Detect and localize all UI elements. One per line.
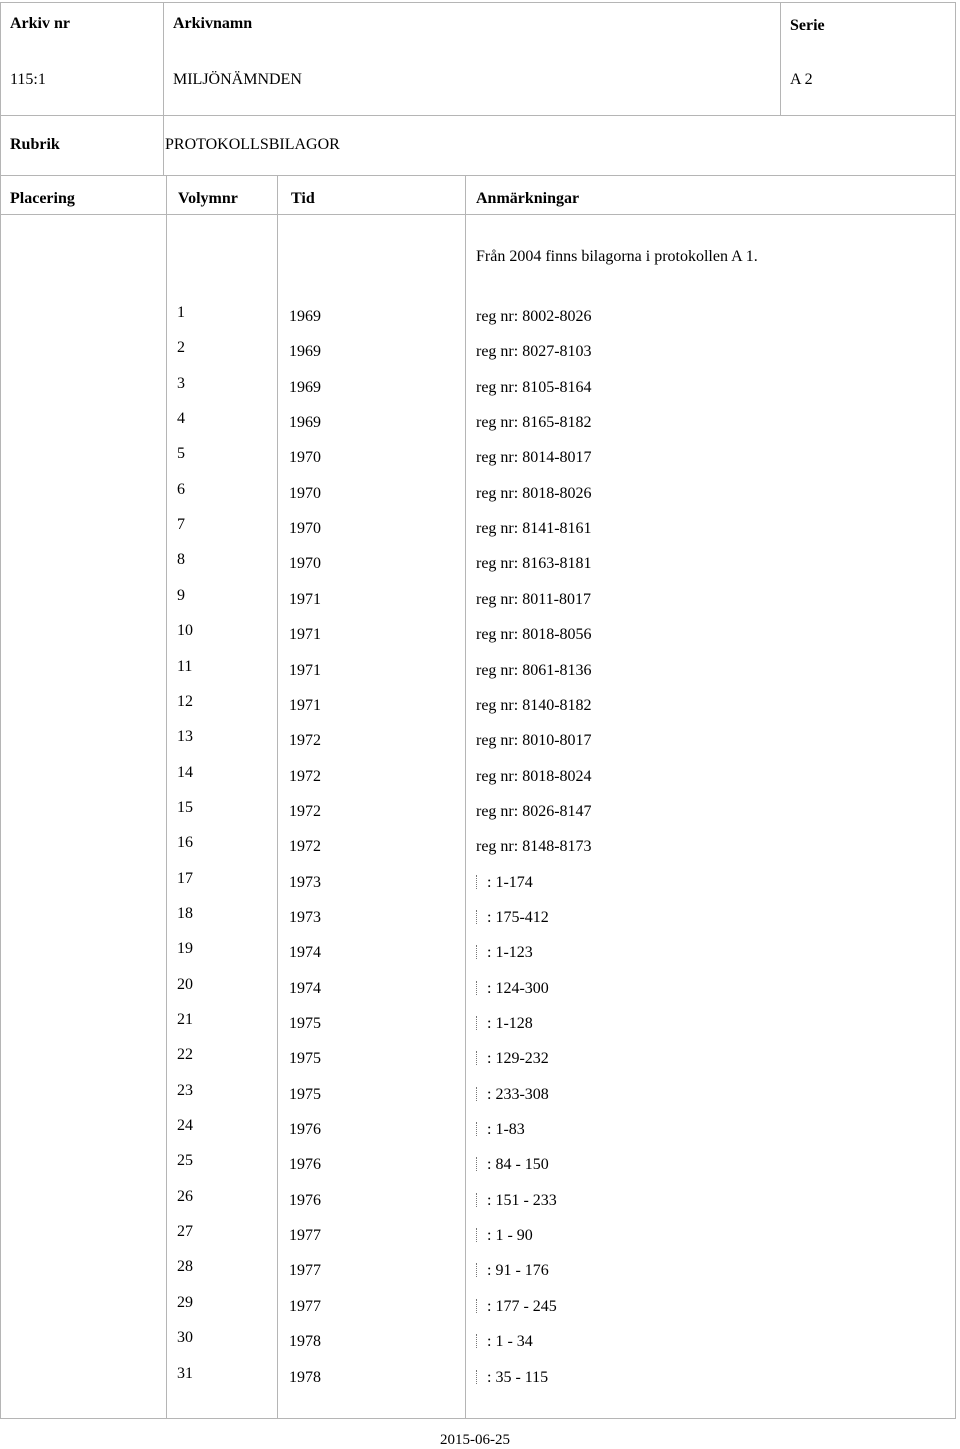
volymnr-cell: 3 — [177, 375, 185, 392]
anmarkning-text: reg nr: 8018-8024 — [476, 768, 592, 785]
anmarkning-text: : 175-412 — [487, 909, 549, 926]
dotted-marker-icon — [476, 910, 483, 924]
anmarkning-text: reg nr: 8018-8056 — [476, 626, 592, 643]
anmarkning-text: : 91 - 176 — [487, 1262, 549, 1279]
anmarkning-cell — [476, 414, 592, 432]
volymnr-cell: 8 — [177, 551, 185, 568]
anmarkning-cell — [476, 591, 591, 609]
anmarkning-text: reg nr: 8141-8161 — [476, 520, 592, 537]
arkivnamn-label: Arkivnamn — [173, 15, 253, 32]
dotted-marker-icon — [476, 1228, 483, 1242]
tid-cell: 1972 — [289, 838, 321, 855]
anmarkning-text: reg nr: 8105-8164 — [476, 379, 592, 396]
volymnr-cell: 6 — [177, 481, 185, 498]
tid-cell: 1971 — [289, 662, 321, 679]
anmarkning-cell — [476, 732, 592, 750]
dotted-marker-icon — [476, 875, 483, 889]
volymnr-cell: 16 — [177, 834, 193, 851]
anmarkning-cell — [476, 909, 549, 927]
volymnr-cell: 5 — [177, 445, 185, 462]
volymnr-cell: 21 — [177, 1011, 193, 1028]
anmarkning-text: : 124-300 — [487, 980, 549, 997]
volymnr-cell: 12 — [177, 693, 193, 710]
volymnr-cell: 25 — [177, 1152, 193, 1169]
anmarkning-text: reg nr: 8027-8103 — [476, 343, 592, 360]
tid-cell: 1970 — [289, 449, 321, 466]
volymnr-cell: 29 — [177, 1294, 193, 1311]
column-header-volymnr: Volymnr — [178, 190, 238, 207]
anmarkning-text: reg nr: 8061-8136 — [476, 662, 592, 679]
volymnr-cell: 11 — [177, 658, 193, 675]
tid-cell: 1978 — [289, 1369, 321, 1386]
anmarkning-cell — [476, 343, 592, 361]
footer-date: 2015-06-25 — [440, 1432, 510, 1448]
dotted-marker-icon — [476, 1087, 483, 1101]
anmarkning-cell — [476, 1298, 557, 1316]
anmarkning-text: : 1-128 — [487, 1015, 533, 1032]
tid-cell: 1971 — [289, 626, 321, 643]
tid-cell: 1969 — [289, 414, 321, 431]
serie-value: A 2 — [790, 71, 813, 88]
anmarkning-cell — [476, 874, 533, 892]
anmarkning-cell — [476, 520, 592, 538]
volymnr-cell: 24 — [177, 1117, 193, 1134]
anmarkning-text: : 84 - 150 — [487, 1156, 549, 1173]
anmarkning-text: reg nr: 8002-8026 — [476, 308, 592, 325]
left-border — [0, 2, 1, 1419]
anmarkning-text: : 129-232 — [487, 1050, 549, 1067]
anmarkning-cell — [476, 379, 592, 397]
tid-cell: 1978 — [289, 1333, 321, 1350]
anmarkning-cell — [476, 308, 592, 326]
anmarkning-cell — [476, 980, 549, 998]
volymnr-cell: 28 — [177, 1258, 193, 1275]
anmarkning-cell — [476, 1086, 549, 1104]
anmarkning-cell — [476, 1192, 557, 1210]
dotted-marker-icon — [476, 1334, 483, 1348]
tid-cell: 1972 — [289, 732, 321, 749]
anmarkning-text: reg nr: 8026-8147 — [476, 803, 592, 820]
tid-cell: 1975 — [289, 1086, 321, 1103]
tid-cell: 1971 — [289, 591, 321, 608]
anmarkning-text: : 233-308 — [487, 1086, 549, 1103]
tid-cell: 1977 — [289, 1298, 321, 1315]
anmarkning-cell — [476, 1156, 549, 1174]
tid-cell: 1973 — [289, 909, 321, 926]
rubrik-divider — [0, 175, 956, 176]
volymnr-cell: 18 — [177, 905, 193, 922]
anmarkning-cell — [476, 1369, 548, 1387]
anmarkning-cell — [476, 1015, 533, 1033]
anmarkning-text: reg nr: 8014-8017 — [476, 449, 592, 466]
arkiv-nr-label: Arkiv nr — [10, 15, 70, 32]
anmarkning-text: reg nr: 8165-8182 — [476, 414, 592, 431]
anmarkning-text: : 1 - 90 — [487, 1227, 533, 1244]
tid-cell: 1974 — [289, 980, 321, 997]
anmarkning-text: reg nr: 8140-8182 — [476, 697, 592, 714]
dotted-marker-icon — [476, 1157, 483, 1171]
anmarkning-cell — [476, 555, 592, 573]
anmarkning-text: reg nr: 8011-8017 — [476, 591, 591, 608]
volymnr-cell: 15 — [177, 799, 193, 816]
volymnr-cell: 22 — [177, 1046, 193, 1063]
divider-tid — [465, 175, 466, 1419]
volymnr-cell: 30 — [177, 1329, 193, 1346]
right-border — [955, 2, 956, 1419]
anmarkning-text: reg nr: 8010-8017 — [476, 732, 592, 749]
tid-cell: 1977 — [289, 1262, 321, 1279]
volymnr-cell: 9 — [177, 587, 185, 604]
tid-cell: 1976 — [289, 1192, 321, 1209]
anmarkning-text: : 1-174 — [487, 874, 533, 891]
anmarkning-cell — [476, 838, 592, 856]
dotted-marker-icon — [476, 1263, 483, 1277]
anmarkning-cell — [476, 697, 592, 715]
tid-cell: 1969 — [289, 379, 321, 396]
bottom-border — [0, 1418, 956, 1419]
anmarkning-text: : 151 - 233 — [487, 1192, 557, 1209]
note-text: Från 2004 finns bilagorna i protokollen A 1. — [476, 248, 758, 265]
column-header-placering: Placering — [10, 190, 75, 207]
anmarkning-text: reg nr: 8018-8026 — [476, 485, 592, 502]
volymnr-cell: 10 — [177, 622, 193, 639]
tid-cell: 1969 — [289, 343, 321, 360]
dotted-marker-icon — [476, 1122, 483, 1136]
anmarkning-cell — [476, 449, 592, 467]
anmarkning-text: : 177 - 245 — [487, 1298, 557, 1315]
rubrik-value: PROTOKOLLSBILAGOR — [165, 136, 340, 153]
tid-cell: 1970 — [289, 520, 321, 537]
columns-divider — [0, 214, 956, 215]
anmarkning-cell — [476, 803, 592, 821]
anmarkning-cell — [476, 626, 592, 644]
tid-cell: 1977 — [289, 1227, 321, 1244]
dotted-marker-icon — [476, 1370, 483, 1384]
anmarkning-text: : 35 - 115 — [487, 1369, 549, 1386]
anmarkning-text: : 1-83 — [487, 1121, 525, 1138]
dotted-marker-icon — [476, 1016, 483, 1030]
dotted-marker-icon — [476, 1193, 483, 1207]
volymnr-cell: 20 — [177, 976, 193, 993]
arkiv-nr-value: 115:1 — [10, 71, 46, 88]
dotted-marker-icon — [476, 981, 483, 995]
tid-cell: 1970 — [289, 485, 321, 502]
anmarkning-cell — [476, 1333, 533, 1351]
tid-cell: 1975 — [289, 1015, 321, 1032]
volymnr-cell: 23 — [177, 1082, 193, 1099]
anmarkning-text: reg nr: 8163-8181 — [476, 555, 592, 572]
volymnr-cell: 2 — [177, 339, 185, 356]
tid-cell: 1971 — [289, 697, 321, 714]
volymnr-cell: 14 — [177, 764, 193, 781]
divider-volymnr — [277, 175, 278, 1419]
anmarkning-cell — [476, 1050, 549, 1068]
tid-cell: 1976 — [289, 1156, 321, 1173]
divider-arkivnr — [163, 2, 164, 115]
volymnr-cell: 4 — [177, 410, 185, 427]
rubrik-label: Rubrik — [10, 136, 60, 153]
dotted-marker-icon — [476, 945, 483, 959]
arkivnamn-value: MILJÖNÄMNDEN — [173, 71, 302, 88]
anmarkning-cell — [476, 768, 592, 786]
column-header-anmarkningar: Anmärkningar — [476, 190, 580, 207]
volymnr-cell: 7 — [177, 516, 185, 533]
volymnr-cell: 19 — [177, 940, 193, 957]
tid-cell: 1970 — [289, 555, 321, 572]
anmarkning-cell — [476, 944, 533, 962]
header-divider — [0, 115, 956, 116]
dotted-marker-icon — [476, 1299, 483, 1313]
volymnr-cell: 17 — [177, 870, 193, 887]
dotted-marker-icon — [476, 1051, 483, 1065]
tid-cell: 1973 — [289, 874, 321, 891]
volymnr-cell: 26 — [177, 1188, 193, 1205]
top-border — [0, 2, 956, 3]
divider-rubrik — [163, 115, 164, 175]
volymnr-cell: 1 — [177, 304, 185, 321]
divider-placering — [166, 175, 167, 1419]
anmarkning-text: : 1-123 — [487, 944, 533, 961]
anmarkning-cell — [476, 662, 592, 680]
tid-cell: 1969 — [289, 308, 321, 325]
tid-cell: 1975 — [289, 1050, 321, 1067]
tid-cell: 1974 — [289, 944, 321, 961]
anmarkning-cell — [476, 1121, 525, 1139]
volymnr-cell: 27 — [177, 1223, 193, 1240]
anmarkning-cell — [476, 1262, 549, 1280]
anmarkning-text: reg nr: 8148-8173 — [476, 838, 592, 855]
serie-label: Serie — [790, 17, 825, 34]
anmarkning-cell — [476, 485, 592, 503]
tid-cell: 1972 — [289, 768, 321, 785]
divider-serie — [780, 2, 781, 115]
column-header-tid: Tid — [291, 190, 315, 207]
tid-cell: 1976 — [289, 1121, 321, 1138]
anmarkning-cell — [476, 1227, 533, 1245]
anmarkning-text: : 1 - 34 — [487, 1333, 533, 1350]
volymnr-cell: 31 — [177, 1365, 193, 1382]
tid-cell: 1972 — [289, 803, 321, 820]
volymnr-cell: 13 — [177, 728, 193, 745]
